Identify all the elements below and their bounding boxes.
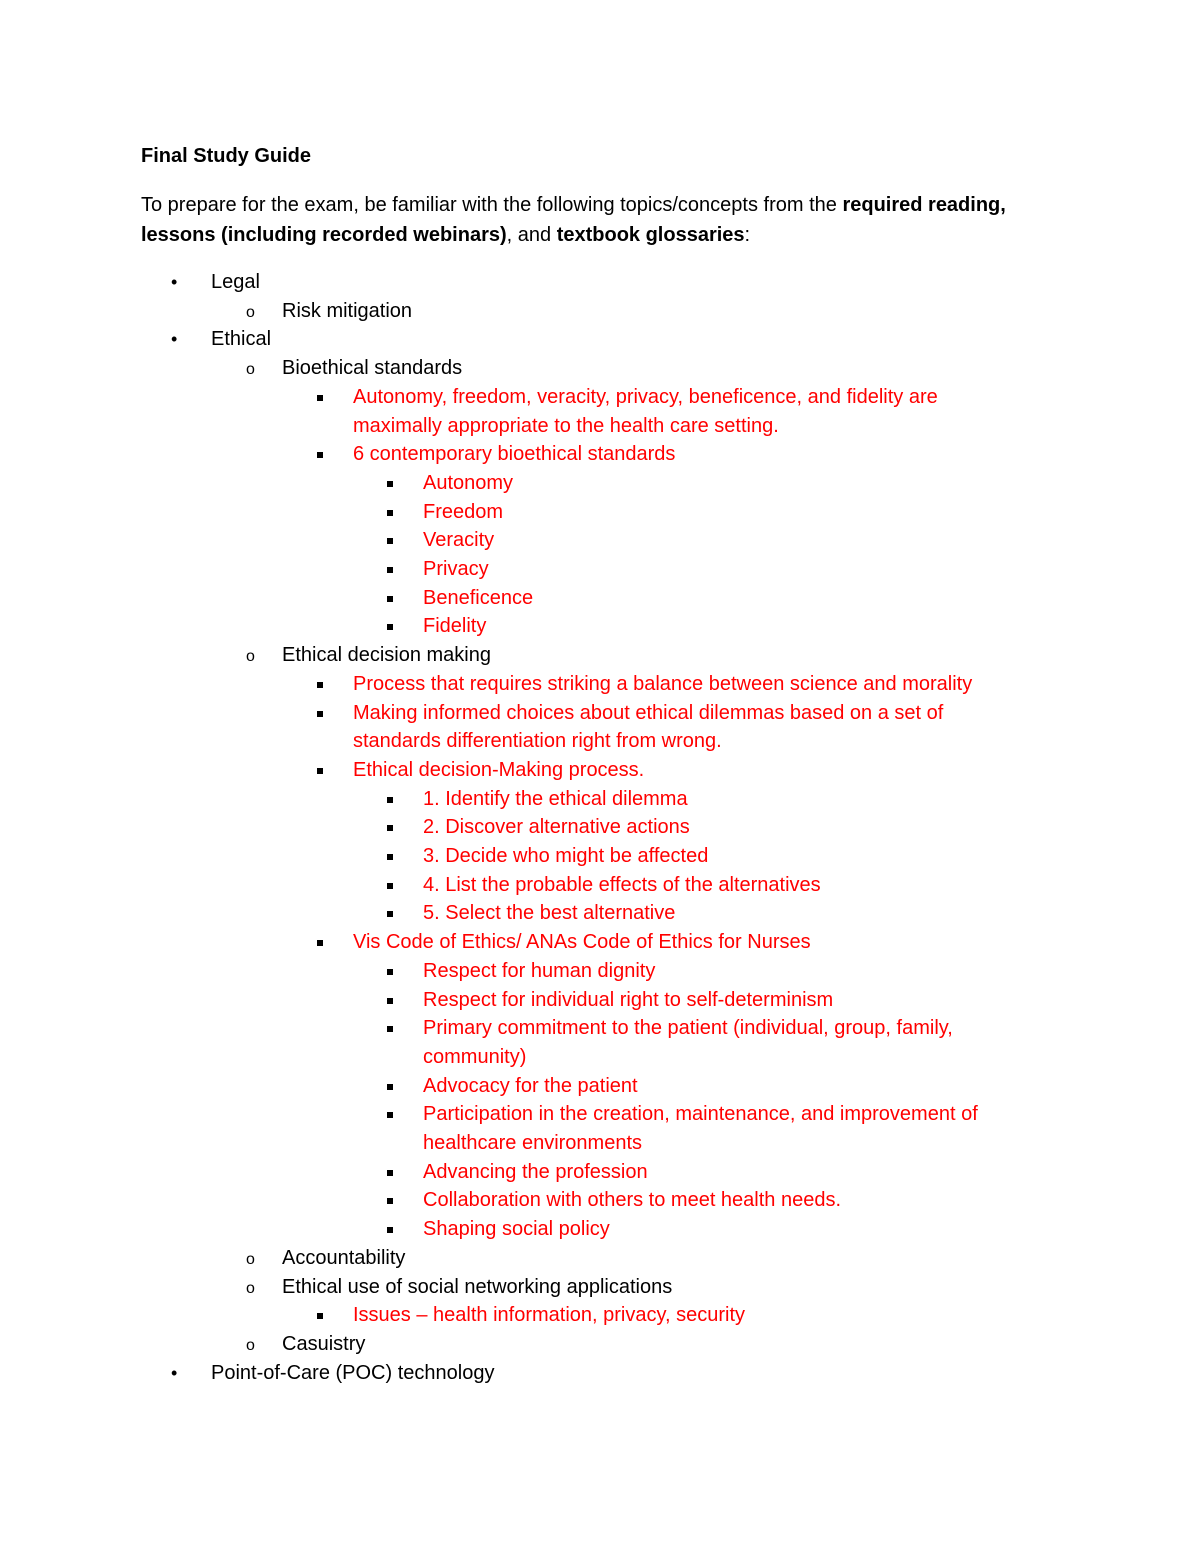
- outline-item-level-4: [423, 1186, 841, 1215]
- square-bullet-icon: [387, 567, 393, 573]
- outline-item-text: maximally appropriate to the health care setting.: [353, 414, 779, 437]
- outline-item-level-3: [353, 756, 644, 785]
- outline-item-level-4: [423, 1014, 953, 1043]
- outline-item-level-4: [423, 498, 503, 527]
- bullet-marker: •: [171, 329, 178, 350]
- outline-item-text: Point-of-Care (POC) technology: [211, 1361, 495, 1384]
- outline-item-level-4: [423, 986, 833, 1015]
- outline-item-text: Bioethical standards: [282, 357, 463, 380]
- square-bullet-icon: [317, 395, 323, 401]
- outline-item-text: Autonomy, freedom, veracity, privacy, beneficence, and fidelity are: [353, 385, 938, 408]
- outline-item-text: Advocacy for the patient: [423, 1074, 638, 1097]
- outline-item-level-3: [353, 670, 972, 699]
- outline-item-text: Autonomy: [423, 471, 514, 494]
- square-bullet-icon: [317, 452, 323, 458]
- outline-item-text: Making informed choices about ethical dilemmas based on a set of: [353, 701, 944, 724]
- intro-text-3: :: [744, 224, 751, 246]
- outline-item-text: standards differentiation right from wrong.: [353, 730, 722, 753]
- square-bullet-icon: [387, 883, 393, 889]
- intro-bold-2: textbook glossaries: [556, 224, 745, 246]
- outline-item-text: Respect for human dignity: [423, 959, 656, 982]
- outline-item-level-2: [246, 1330, 366, 1359]
- outline-item-text: Legal: [211, 271, 260, 293]
- outline-item-text: Privacy: [423, 558, 489, 580]
- outline-item-text: Participation in the creation, maintenance, and improvement of: [423, 1103, 978, 1126]
- outline-item-text: Veracity: [423, 529, 495, 552]
- outline-item-text: community): [423, 1045, 527, 1068]
- outline-item-text: healthcare environments: [423, 1132, 643, 1154]
- outline-item-level-2: [246, 641, 491, 670]
- outline-item-level-3: [353, 727, 722, 756]
- intro-bold-1: required reading, lessons (including recorded webinars): [141, 194, 1006, 246]
- square-bullet-icon: [317, 711, 323, 717]
- outline-item-text: Accountability: [282, 1246, 406, 1269]
- square-bullet-icon: [387, 1227, 393, 1233]
- outline-item-text: Respect for individual right to self-determinism: [423, 988, 834, 1011]
- outline-item-level-4: [423, 842, 708, 871]
- square-bullet-icon: [387, 969, 393, 975]
- outline-item-text: Fidelity: [423, 615, 487, 638]
- outline-item-level-1: [171, 268, 260, 297]
- outline-item-text: Primary commitment to the patient (individual, group, family,: [423, 1017, 953, 1040]
- outline-item-text: Shaping social policy: [423, 1218, 610, 1241]
- outline-item-level-4: [423, 871, 821, 900]
- outline-item-level-4: [423, 1072, 638, 1101]
- square-bullet-icon: [387, 1026, 393, 1032]
- outline-item-text: 6 contemporary bioethical standards: [353, 443, 676, 466]
- outline-item-level-4: [423, 612, 486, 641]
- document-title: Final Study Guide: [141, 145, 312, 167]
- outline-item-level-1: [171, 325, 272, 354]
- outline-item-text: Collaboration with others to meet health needs.: [423, 1189, 842, 1212]
- outline-item-level-4: [423, 469, 513, 498]
- outline-item-level-3: [353, 699, 943, 728]
- outline-item-level-4: [423, 584, 533, 613]
- outline-item-level-4: [423, 785, 688, 814]
- outline-item-text: Beneficence: [423, 586, 534, 609]
- outline-item-text: Ethical decision-Making process.: [353, 758, 645, 781]
- outline-item-level-4: [423, 1100, 978, 1129]
- bullet-marker: •: [171, 1362, 178, 1383]
- outline-item-level-4: [423, 1129, 642, 1158]
- circle-marker: o: [246, 361, 255, 379]
- outline-item-level-4: [423, 1215, 610, 1244]
- outline-item-level-4: [423, 1043, 526, 1072]
- outline-item-text: Ethical decision making: [282, 644, 491, 667]
- square-bullet-icon: [387, 1198, 393, 1204]
- outline-item-text: Freedom: [423, 500, 504, 523]
- outline-item-text: Process that requires striking a balance between science and morality: [353, 672, 973, 695]
- outline-item-text: Issues – health information, privacy, security: [353, 1304, 746, 1327]
- outline-item-text: Ethical: [211, 328, 272, 351]
- outline-item-text: Ethical use of social networking applications: [282, 1275, 673, 1298]
- outline-item-level-4: [423, 813, 690, 842]
- outline-item-level-1: [171, 1359, 495, 1388]
- circle-marker: o: [246, 648, 255, 666]
- square-bullet-icon: [387, 854, 393, 860]
- square-bullet-icon: [387, 797, 393, 803]
- outline-item-text: Vis Code of Ethics/ ANAs Code of Ethics for Nurses: [353, 931, 811, 954]
- square-bullet-icon: [317, 682, 323, 688]
- square-bullet-icon: [387, 911, 393, 917]
- outline-item-level-3: [353, 412, 779, 441]
- square-bullet-icon: [317, 1313, 323, 1319]
- outline-item-text: Advancing the profession: [423, 1160, 648, 1183]
- intro-text-1: To prepare for the exam, be familiar with the following topics/concepts from the: [141, 194, 843, 216]
- outline-item-level-4: [423, 1158, 648, 1187]
- outline-item-level-3: [353, 928, 811, 957]
- circle-marker: o: [246, 1336, 255, 1354]
- outline-item-text: 2. Discover alternative actions: [423, 816, 690, 839]
- outline-item-level-3: [353, 383, 938, 412]
- outline-item-text: Risk mitigation: [282, 299, 413, 322]
- outline-item-text: Casuistry: [282, 1332, 366, 1355]
- outline-item-level-4: [423, 555, 489, 584]
- square-bullet-icon: [317, 768, 323, 774]
- outline-item-level-4: [423, 957, 655, 986]
- circle-marker: o: [246, 1279, 255, 1297]
- outline-item-level-4: [423, 526, 494, 555]
- outline-item-text: 5. Select the best alternative: [423, 902, 676, 925]
- outline-item-text: 4. List the probable effects of the alternatives: [423, 873, 821, 896]
- square-bullet-icon: [387, 998, 393, 1004]
- circle-marker: o: [246, 303, 255, 321]
- intro-text-2: , and: [506, 224, 557, 246]
- outline-item-level-3: [353, 440, 675, 469]
- circle-marker: o: [246, 1250, 255, 1268]
- outline-item-level-2: [246, 1244, 406, 1273]
- square-bullet-icon: [387, 481, 393, 487]
- outline-item-level-2: [246, 354, 463, 383]
- square-bullet-icon: [387, 510, 393, 516]
- square-bullet-icon: [387, 596, 393, 602]
- outline-item-level-3: [353, 1301, 745, 1330]
- outline-item-level-2: [246, 1273, 673, 1302]
- outline-item-text: 1. Identify the ethical dilemma: [423, 787, 688, 810]
- bullet-marker: •: [171, 272, 178, 292]
- outline-item-text: 3. Decide who might be affected: [423, 845, 709, 867]
- outline-item-level-4: [423, 899, 675, 928]
- intro-paragraph: [141, 190, 1041, 250]
- square-bullet-icon: [387, 624, 393, 630]
- square-bullet-icon: [387, 825, 393, 831]
- square-bullet-icon: [387, 1084, 393, 1090]
- square-bullet-icon: [317, 940, 323, 946]
- square-bullet-icon: [387, 1170, 393, 1176]
- outline-item-level-2: [246, 297, 413, 326]
- square-bullet-icon: [387, 538, 393, 544]
- square-bullet-icon: [387, 1112, 393, 1118]
